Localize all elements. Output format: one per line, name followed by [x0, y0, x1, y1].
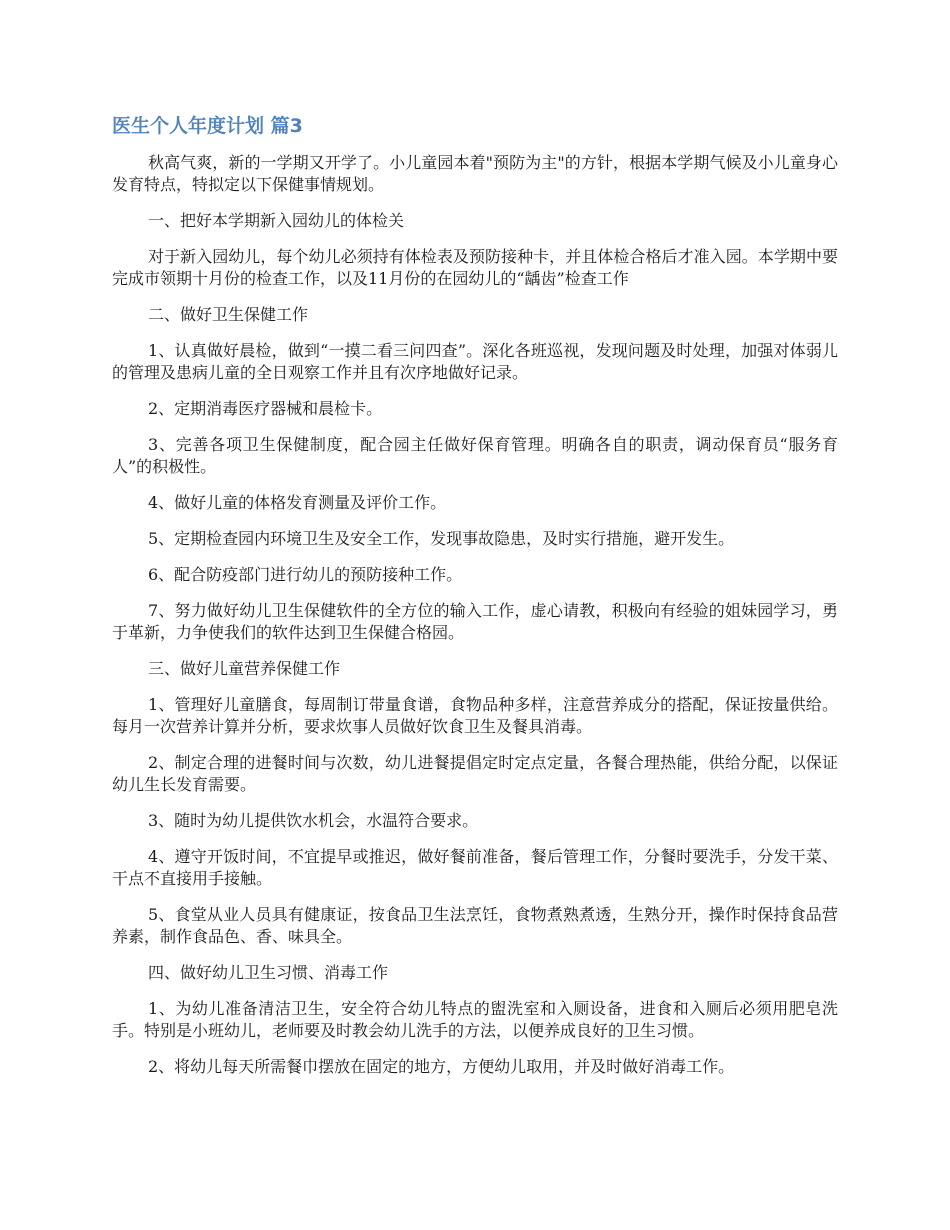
paragraph: 1、认真做好晨检，做到“一摸二看三问四查”。深化各班巡视，发现问题及时处理，加强对体弱儿的管理及患病儿童的全日观察工作并且有次序地做好记录。 — [112, 341, 838, 382]
document-page — [112, 112, 838, 1092]
paragraph: 4、做好儿童的体格发育测量及评价工作。 — [148, 493, 447, 512]
paragraph: 6、配合防疫部门进行幼儿的预防接种工作。 — [148, 565, 463, 584]
section-heading-4: 四、做好幼儿卫生习惯、消毒工作 — [148, 963, 389, 982]
paragraph: 3、完善各项卫生保健制度，配合园主任做好保育管理。明确各自的职责，调动保育员“服务育人”的积极性。 — [112, 435, 838, 476]
paragraph: 2、将幼儿每天所需餐巾摆放在固定的地方，方便幼儿取用，并及时做好消毒工作。 — [148, 1057, 735, 1076]
document-title: 医生个人年度计划 篇3 — [112, 115, 303, 137]
paragraph: 2、定期消毒医疗器械和晨检卡。 — [148, 399, 383, 418]
section-heading-2: 二、做好卫生保健工作 — [148, 305, 309, 324]
section-heading-1: 一、把好本学期新入园幼儿的体检关 — [148, 211, 405, 230]
paragraph: 1、为幼儿准备清洁卫生，安全符合幼儿特点的盥洗室和入厕设备，进食和入厕后必须用肥皂洗手。特别是小班幼儿，老师要及时教会幼儿洗手的方法，以便养成良好的卫生习惯。 — [112, 999, 838, 1040]
section-heading-3: 三、做好儿童营养保健工作 — [148, 659, 341, 678]
paragraph: 4、遵守开饭时间，不宜提早或推迟，做好餐前准备，餐后管理工作，分餐时要洗手，分发干菜、干点不直接用手接触。 — [112, 847, 838, 888]
intro-paragraph: 秋高气爽，新的一学期又开学了。小儿童园本着"预防为主"的方针，根据本学期气候及小儿童身心发育特点，特拟定以下保健事情规划。 — [112, 153, 838, 194]
paragraph: 5、定期检查园内环境卫生及安全工作，发现事故隐患，及时实行措施，避开发生。 — [148, 529, 735, 548]
paragraph: 1、管理好儿童膳食，每周制订带量食谱，食物品种多样，注意营养成分的搭配，保证按量供给。每月一次营养计算并分析，要求炊事人员做好饮食卫生及餐具消毒。 — [112, 695, 838, 736]
paragraph: 5、食堂从业人员具有健康证，按食品卫生法烹饪，食物煮熟煮透，生熟分开，操作时保持食品营养素，制作食品色、香、味具全。 — [112, 905, 838, 946]
paragraph: 7、努力做好幼儿卫生保健软件的全方位的输入工作，虚心请教，积极向有经验的姐妹园学习，勇于革新，力争使我们的软件达到卫生保健合格园。 — [112, 601, 838, 642]
paragraph: 3、随时为幼儿提供饮水机会，水温符合要求。 — [148, 811, 479, 830]
paragraph: 对于新入园幼儿，每个幼儿必须持有体检表及预防接种卡，并且体检合格后才准入园。本学期中要完成市领期十月份的检查工作，以及11月份的在园幼儿的“龋齿”检查工作 — [112, 247, 838, 288]
paragraph: 2、制定合理的进餐时间与次数，幼儿进餐提倡定时定点定量，各餐合理热能，供给分配，以保证幼儿生长发育需要。 — [112, 753, 838, 794]
